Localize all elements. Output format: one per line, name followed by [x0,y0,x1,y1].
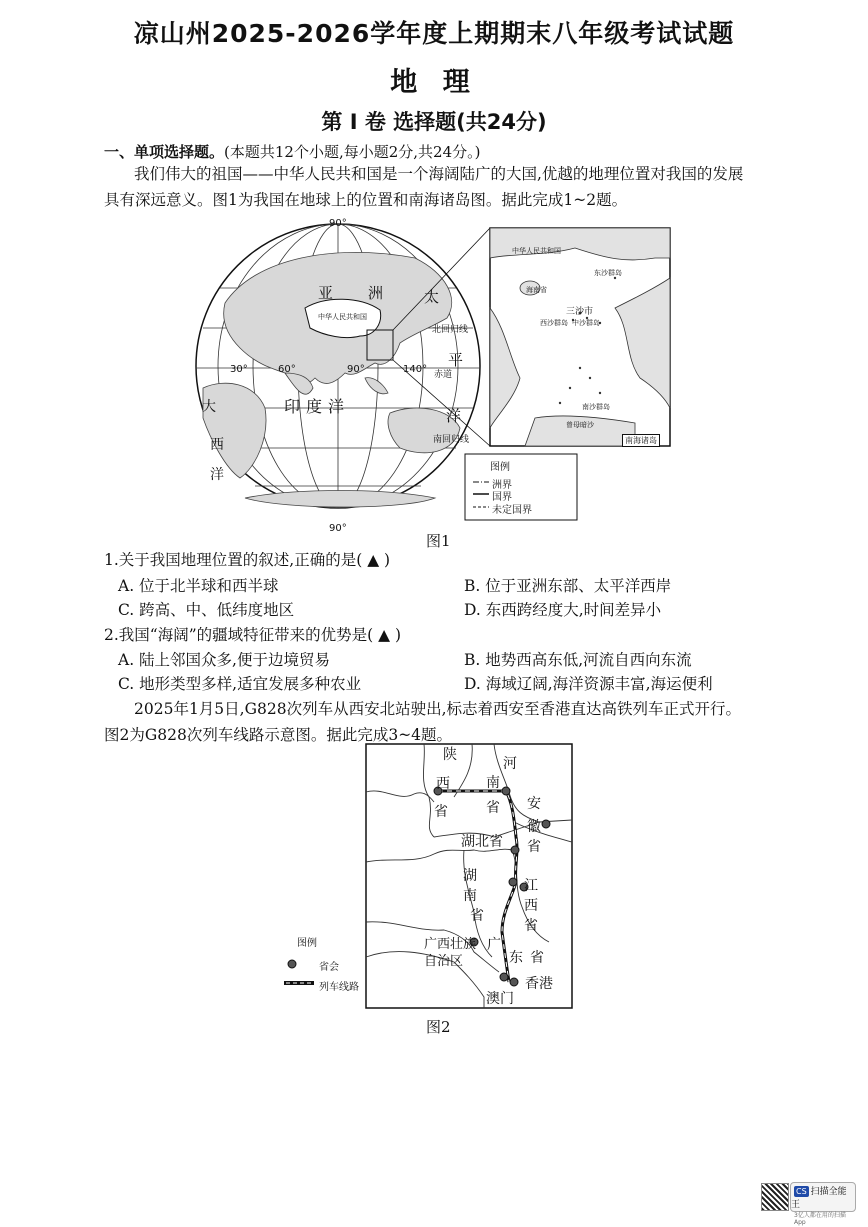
instructions-label: 一、单项选择题。 [104,143,225,161]
jiangxi-char-2: 西 [524,898,538,914]
lon-label-140: 140° [403,364,428,375]
passage-2: 2025年1月5日,G828次列车从西安北站驶出,标志着西安至香港直达高铁列车正式开行。图2为G828次列车线路示意图。据此完成3~4题。 [104,700,741,744]
scanner-badge [790,1182,856,1226]
guangdong-char-1: 广 [487,937,501,953]
hubei-label: 湖北省 [461,834,503,850]
henan-char-1: 河 [503,756,517,772]
q2-option-a[interactable]: A. 陆上邻国众多,便于边境贸易 [118,651,330,669]
inset-label-zengmu: 曾母暗沙 [566,421,594,429]
figure-2-legend-title: 图例 [297,938,317,949]
scanner-logo-icon: CS [796,1187,807,1196]
exam-title: 凉山州2025-2026学年度上期期末八年级考试试题 [133,19,735,48]
legend-undefined-border: 未定国界 [492,505,532,516]
passage-1: 我们伟大的祖国——中华人民共和国是一个海阔陆广的大国,优越的地理位置对我国的发展具有深远意义。图1为我国在地球上的位置和南海诸岛图。据此完成1~2题。 [104,165,744,209]
hunan-char-3: 省 [470,908,484,924]
hunan-char-1: 湖 [463,868,477,884]
figure-1-caption: 图1 [426,532,451,550]
scanner-badge-subtext: 3亿人都在用的扫描App [794,1212,846,1226]
shaanxi-char-1: 陕 [443,747,457,763]
shaanxi-char-3: 省 [434,804,448,820]
tropic-capricorn-label: 南回归线 [433,435,470,445]
macau-label: 澳门 [486,991,514,1007]
figure-2-legend-symbols [283,957,319,987]
henan-char-2: 南 [486,775,500,791]
continent-char-1: 亚 [318,284,334,302]
henan-char-3: 省 [486,800,500,816]
inset-label-xisha: 西沙群岛 [540,319,568,327]
q1-option-d[interactable]: D. 东西跨经度大,时间差异小 [464,601,662,619]
question-1-stem: 1.关于我国地理位置的叙述,正确的是( ▲ ) [104,551,391,569]
q2-option-d[interactable]: D. 海域辽阔,海洋资源丰富,海运便利 [464,675,713,693]
inset-label-sansha: 三沙市 [566,307,594,317]
continent-char-2: 洲 [368,284,384,302]
legend-continent-boundary: 洲界 [492,480,512,491]
figure-1-map [185,218,680,533]
china-label: 中华人民共和国 [318,313,367,321]
jiangxi-char-3: 省 [524,918,538,934]
anhui-char-2: 徽 [527,819,541,835]
anhui-char-3: 省 [527,839,541,855]
shaanxi-char-2: 西 [436,776,450,792]
anhui-char-1: 安 [527,796,541,812]
inset-label-china: 中华人民共和国 [512,247,561,255]
section-title: 第 Ⅰ 卷 选择题(共24分) [321,110,547,134]
subject-title: 地 理 [390,67,478,98]
qr-code-icon [761,1183,789,1211]
lat-top-label: 90° [329,218,347,229]
question-2-stem: 2.我国“海阔”的疆域特征带来的优势是( ▲ ) [104,626,402,644]
inset-label-dongsha: 东沙群岛 [594,269,622,277]
atlantic-char-3: 洋 [210,467,224,483]
instructions [104,141,480,162]
lon-label-60: 60° [278,364,296,375]
tropic-cancer-label: 北回归线 [432,325,469,335]
legend-national-border: 国界 [492,492,512,503]
pacific-char-1: 太 [424,288,440,306]
guangdong-char-2: 东 [509,950,523,966]
lon-label-90: 90° [347,364,365,375]
legend-route-label: 列车线路 [319,982,359,993]
figure-2-caption: 图2 [426,1018,451,1036]
q1-option-a[interactable]: A. 位于北半球和西半球 [118,577,279,595]
equator-label: 赤道 [434,370,453,380]
inset-label-hainan: 海南省 [526,286,547,294]
atlantic-char-2: 西 [210,437,224,453]
instructions-text: (本题共12个小题,每小题2分,共24分。) [224,143,481,161]
q1-option-b[interactable]: B. 位于亚洲东部、太平洋西岸 [464,577,672,595]
hongkong-label: 香港 [525,976,553,992]
hunan-char-2: 南 [463,888,477,904]
lon-label-30: 30° [230,364,248,375]
guangxi-line-1: 广西壮族 [424,937,477,952]
q1-option-c[interactable]: C. 跨高、中、低纬度地区 [118,601,295,619]
pacific-char-2: 平 [448,351,464,369]
q2-option-c[interactable]: C. 地形类型多样,适宜发展多种农业 [118,675,362,693]
pacific-char-3: 洋 [446,407,462,425]
jiangxi-char-1: 江 [524,878,538,894]
scanner-badge-text: 扫描全能王 [791,1187,847,1210]
guangdong-char-3: 省 [530,950,544,966]
atlantic-char-1: 大 [202,399,216,415]
inset-title: 南海诸岛 [622,434,660,447]
legend-title: 图例 [490,462,510,473]
inset-label-zhongsha: 中沙群岛 [572,319,600,327]
q2-option-b[interactable]: B. 地势西高东低,河流自西向东流 [464,651,692,669]
guangxi-line-2: 自治区 [424,954,464,969]
inset-label-nansha: 南沙群岛 [582,403,610,411]
lat-bottom-label: 90° [329,523,347,534]
indian-ocean-label: 印度洋 [284,397,351,416]
legend-capital-label: 省会 [319,962,339,973]
